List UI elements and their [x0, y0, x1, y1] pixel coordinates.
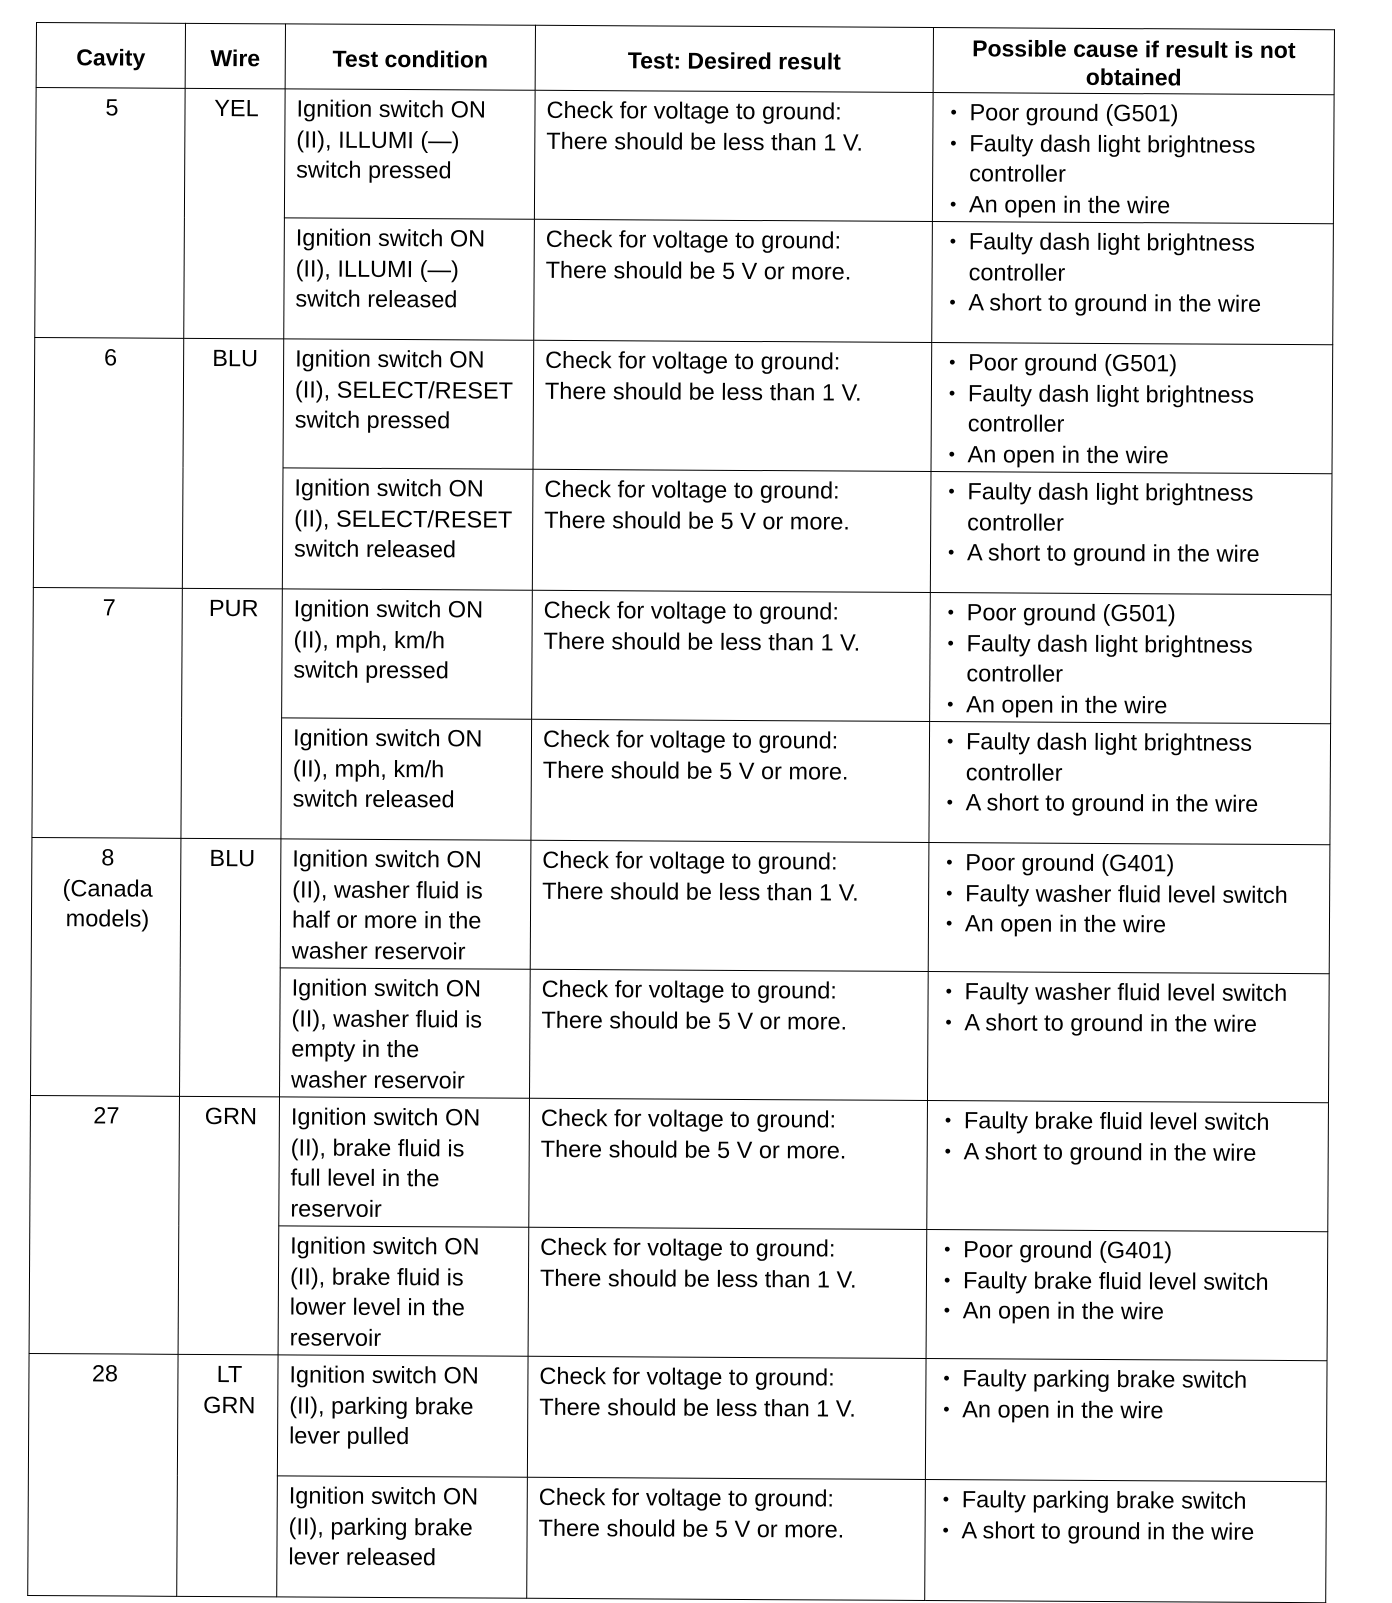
test-condition-cell — [281, 718, 532, 840]
table-row — [35, 88, 1334, 224]
cause-item: • An open in the wire — [944, 189, 1325, 222]
wire-color: GRN — [204, 1102, 258, 1130]
cause-item: • Poor ground (G501) — [943, 347, 1324, 380]
header-row — [36, 23, 1334, 95]
wire-cell — [180, 838, 281, 1097]
test-condition-text: Ignition switch ON (II), parking brake lever released — [288, 1482, 479, 1571]
cause-list — [941, 726, 1323, 820]
cause-list — [942, 476, 1324, 570]
cavity-number: 28 — [91, 1360, 119, 1387]
possible-cause-cell — [927, 1100, 1329, 1231]
cause-item: • Faulty washer fluid level switch — [940, 976, 1321, 1009]
test-condition-text: Ignition switch ON (II), brake fluid is lower level in the reservoir — [289, 1232, 480, 1351]
test-condition-text: Ignition switch ON (II), ILLUMI (—) switch released — [295, 224, 486, 313]
desired-result-text: Check for voltage to ground: There should be less than 1 V. — [546, 96, 864, 156]
header-test-condition: Test condition — [285, 24, 535, 90]
possible-cause-cell — [926, 1229, 1328, 1360]
desired-result-text: Check for voltage to ground: There should be 5 V or more. — [538, 1483, 845, 1543]
cause-item: • A short to ground in the wire — [939, 1136, 1320, 1169]
desired-result-cell — [528, 1227, 927, 1358]
cause-item: • A short to ground in the wire — [939, 1007, 1320, 1040]
cause-item: • Faulty dash light brightness controller — [944, 226, 1325, 289]
possible-cause-cell — [929, 722, 1331, 845]
desired-result-cell — [531, 719, 930, 842]
test-condition-cell — [282, 468, 533, 590]
possible-cause-cell — [930, 593, 1332, 724]
cause-list — [937, 1363, 1318, 1426]
cause-list — [943, 226, 1325, 320]
test-condition-text: Ignition switch ON (II), SELECT/RESET switch pressed — [294, 345, 514, 434]
test-condition-cell — [284, 218, 535, 340]
cause-item: • A short to ground in the wire — [937, 1515, 1318, 1548]
cause-item: • Poor ground (G501) — [944, 97, 1325, 130]
cavity-cell — [31, 837, 181, 1096]
cause-item: • Faulty dash light brightness controller — [941, 726, 1322, 789]
cause-item: • Poor ground (G501) — [942, 597, 1323, 630]
test-condition-text: Ignition switch ON (II), mph, km/h switch released — [292, 724, 483, 813]
cause-item: • Faulty parking brake switch — [937, 1484, 1318, 1517]
test-condition-cell — [284, 89, 535, 219]
table-row — [34, 337, 1333, 473]
desired-result-cell — [532, 469, 931, 592]
test-condition-cell — [278, 1226, 529, 1356]
desired-result-cell — [527, 1356, 926, 1479]
header-wire: Wire — [185, 23, 285, 89]
cause-list — [944, 97, 1326, 221]
possible-cause-cell — [925, 1358, 1327, 1481]
connector-test-table — [27, 22, 1335, 1603]
desired-result-text: Check for voltage to ground: There should be less than 1 V. — [539, 1362, 856, 1422]
cause-item: • Faulty dash light brightness controller — [941, 628, 1322, 691]
cause-item: • Poor ground (G401) — [940, 847, 1321, 880]
wire-cell — [184, 88, 285, 339]
test-condition-cell — [282, 589, 533, 719]
desired-result-cell — [530, 840, 929, 971]
cause-item: • Faulty parking brake switch — [937, 1363, 1318, 1396]
cause-item: • Faulty washer fluid level switch — [940, 878, 1321, 911]
test-condition-text: Ignition switch ON (II), mph, km/h switch pressed — [293, 595, 484, 684]
cause-list — [939, 1105, 1320, 1168]
test-condition-cell — [280, 839, 531, 969]
desired-result-cell — [527, 1477, 926, 1600]
cause-item: • Faulty dash light brightness controller — [942, 476, 1323, 539]
test-condition-cell — [277, 1355, 528, 1477]
wire-color: LT GRN — [203, 1361, 256, 1418]
possible-cause-cell — [930, 472, 1332, 595]
test-condition-cell — [277, 1476, 528, 1598]
test-condition-cell — [280, 968, 531, 1098]
wire-cell — [178, 1096, 279, 1355]
test-condition-text: Ignition switch ON (II), ILLUMI (—) switch pressed — [296, 95, 486, 184]
possible-cause-cell — [931, 343, 1333, 474]
cause-list — [940, 847, 1322, 941]
test-condition-text: Ignition switch ON (II), washer fluid is half or more in the washer reservoir — [291, 845, 483, 964]
cavity-cell — [33, 337, 183, 588]
header-cavity: Cavity — [36, 23, 185, 89]
diagnostic-table-sheet — [28, 22, 1336, 1571]
cavity-cell — [28, 1353, 178, 1596]
cavity-number: 6 — [104, 344, 118, 371]
cause-item: • An open in the wire — [937, 1394, 1318, 1427]
table-row — [28, 1353, 1327, 1481]
table-row — [33, 587, 1332, 723]
desired-result-text: Check for voltage to ground: There should be less than 1 V. — [543, 596, 861, 656]
desired-result-cell — [532, 590, 931, 721]
cause-item: • An open in the wire — [938, 1295, 1319, 1328]
cause-item: • An open in the wire — [941, 689, 1322, 722]
possible-cause-cell — [928, 842, 1330, 973]
desired-result-cell — [529, 1098, 928, 1229]
desired-result-text: Check for voltage to ground: There should be 5 V or more. — [541, 975, 848, 1035]
desired-result-text: Check for voltage to ground: There should be 5 V or more. — [540, 1104, 847, 1164]
cause-list — [937, 1484, 1318, 1547]
desired-result-text: Check for voltage to ground: There should be less than 1 V. — [542, 846, 859, 906]
test-condition-text: Ignition switch ON (II), washer fluid is empty in the washer reservoir — [291, 974, 483, 1093]
header-desired-result: Test: Desired result — [535, 25, 933, 92]
cause-item: • A short to ground in the wire — [942, 537, 1323, 570]
cause-list — [938, 1234, 1320, 1328]
wire-cell — [182, 338, 283, 589]
cause-item: • An open in the wire — [940, 908, 1321, 941]
desired-result-text: Check for voltage to ground: There should be 5 V or more. — [545, 225, 852, 285]
desired-result-cell — [534, 90, 933, 221]
cause-item: • An open in the wire — [943, 439, 1324, 472]
test-condition-text: Ignition switch ON (II), parking brake lever pulled — [289, 1361, 479, 1450]
cavity-number: 5 — [105, 94, 119, 121]
cavity-cell — [29, 1095, 179, 1354]
test-condition-text: Ignition switch ON (II), brake fluid is full level in the reservoir — [290, 1103, 481, 1222]
desired-result-text: Check for voltage to ground: There should be less than 1 V. — [539, 1233, 857, 1293]
wire-cell — [177, 1354, 278, 1597]
cavity-number: 27 — [93, 1102, 120, 1129]
table-row — [31, 837, 1330, 973]
desired-result-cell — [534, 219, 933, 342]
cause-item: • Faulty brake fluid level switch — [939, 1105, 1320, 1138]
cavity-cell — [35, 88, 185, 339]
cause-item: • Faulty brake fluid level switch — [938, 1265, 1319, 1298]
wire-color: YEL — [214, 94, 259, 122]
cause-item: • Poor ground (G401) — [938, 1234, 1319, 1267]
possible-cause-cell — [927, 971, 1329, 1102]
wire-color: BLU — [209, 844, 256, 872]
desired-result-text: Check for voltage to ground: There should be less than 1 V. — [544, 346, 862, 406]
table-row — [30, 1095, 1329, 1231]
cause-list — [939, 976, 1320, 1039]
cause-item: • A short to ground in the wire — [941, 787, 1322, 820]
wire-cell — [181, 588, 282, 839]
possible-cause-cell — [925, 1479, 1327, 1602]
cause-list — [941, 597, 1323, 721]
desired-result-cell — [533, 340, 932, 471]
cause-item: • A short to ground in the wire — [943, 287, 1324, 320]
test-condition-cell — [279, 1097, 530, 1227]
header-possible-cause: Possible cause if result is not obtained — [933, 28, 1334, 95]
table-body — [28, 88, 1334, 1603]
desired-result-text: Check for voltage to ground: There should be 5 V or more. — [542, 725, 849, 785]
table-header — [36, 23, 1334, 95]
cavity-number: 7 — [102, 594, 116, 621]
cause-item: • Faulty dash light brightness controller — [944, 128, 1325, 191]
cavity-cell — [32, 587, 182, 838]
wire-color: PUR — [208, 594, 259, 622]
cause-list — [943, 347, 1325, 471]
possible-cause-cell — [932, 222, 1334, 345]
cause-item: • Faulty dash light brightness controller — [943, 378, 1324, 441]
possible-cause-cell — [932, 93, 1334, 224]
test-condition-text: Ignition switch ON (II), SELECT/RESET switch released — [293, 474, 513, 563]
desired-result-cell — [529, 969, 928, 1100]
wire-color: BLU — [212, 344, 259, 372]
desired-result-text: Check for voltage to ground: There should be 5 V or more. — [544, 475, 850, 535]
cavity-number: 8 (Canada models) — [62, 844, 153, 932]
test-condition-cell — [283, 339, 534, 469]
